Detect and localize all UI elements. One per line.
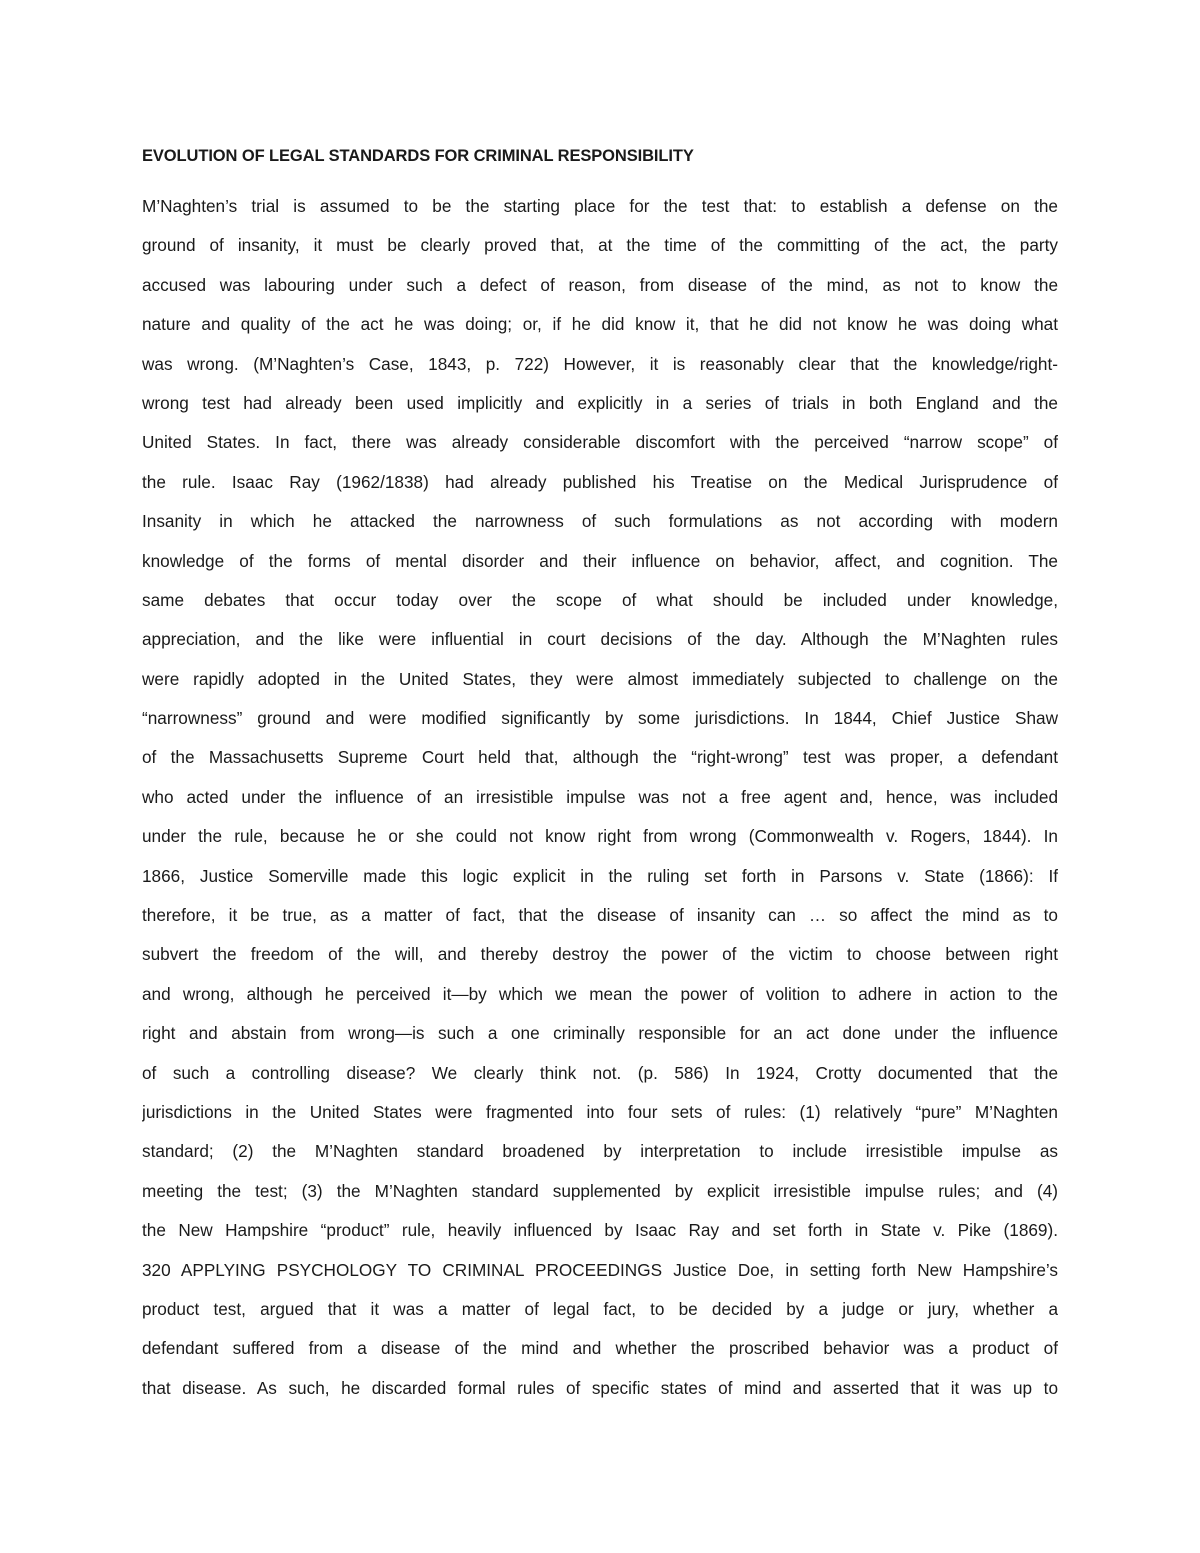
body-line: the New Hampshire “product” rule, heavily influenced by Isaac Ray and set forth in State v. Pike (1869). — [142, 1220, 1058, 1241]
body-line: product test, argued that it was a matter of legal fact, to be decided by a judge or jury, whether a — [142, 1298, 1058, 1319]
body-line: 1866, Justice Somerville made this logic explicit in the ruling set forth in Parsons v. State (1866): If — [142, 865, 1058, 886]
body-line: jurisdictions in the United States were fragmented into four sets of rules: (1) relatively “pure” M’Naghten — [142, 1101, 1058, 1122]
body-line: was wrong. (M’Naghten’s Case, 1843, p. 722) However, it is reasonably clear that the knowledge/right- — [142, 353, 1058, 374]
body-line: of the Massachusetts Supreme Court held that, although the “right-wrong” test was proper, a defendant — [142, 747, 1058, 768]
body-line: “narrowness” ground and were modified significantly by some jurisdictions. In 1844, Chief Justice Shaw — [142, 708, 1058, 729]
body-line: under the rule, because he or she could not know right from wrong (Commonwealth v. Rogers, 1844). In — [142, 826, 1058, 847]
body-line: accused was labouring under such a defect of reason, from disease of the mind, as not to know the — [142, 274, 1058, 295]
body-line: right and abstain from wrong—is such a one criminally responsible for an act done under the influence — [142, 1023, 1058, 1044]
body-line: the rule. Isaac Ray (1962/1838) had already published his Treatise on the Medical Jurisprudence of — [142, 471, 1058, 492]
body-line: subvert the freedom of the will, and thereby destroy the power of the victim to choose between right — [142, 944, 1058, 965]
body-line: defendant suffered from a disease of the mind and whether the proscribed behavior was a product of — [142, 1338, 1058, 1359]
body-line: knowledge of the forms of mental disorder and their influence on behavior, affect, and cognition. The — [142, 550, 1058, 571]
body-line: that disease. As such, he discarded formal rules of specific states of mind and asserted that it was up to — [142, 1377, 1058, 1398]
body-line: wrong test had already been used implicitly and explicitly in a series of trials in both England and the — [142, 392, 1058, 413]
document-title: EVOLUTION OF LEGAL STANDARDS FOR CRIMINAL RESPONSIBILITY — [142, 147, 694, 165]
body-line: United States. In fact, there was already considerable discomfort with the perceived “narrow scope” of — [142, 432, 1058, 453]
document-body — [142, 187, 1058, 1408]
body-line: and wrong, although he perceived it—by which we mean the power of volition to adhere in action to the — [142, 983, 1058, 1004]
body-line: appreciation, and the like were influential in court decisions of the day. Although the M’Naghten rules — [142, 629, 1058, 650]
body-line: who acted under the influence of an irresistible impulse was not a free agent and, hence, was included — [142, 786, 1058, 807]
body-line: same debates that occur today over the scope of what should be included under knowledge, — [142, 589, 1058, 610]
body-line: M’Naghten’s trial is assumed to be the starting place for the test that: to establish a defense on the — [142, 196, 1058, 216]
body-line: were rapidly adopted in the United States, they were almost immediately subjected to challenge on the — [142, 668, 1058, 689]
document-page — [142, 145, 1058, 1408]
body-line: nature and quality of the act he was doing; or, if he did know it, that he did not know he was doing what — [142, 314, 1058, 335]
body-line: 320 APPLYING PSYCHOLOGY TO CRIMINAL PROCEEDINGS Justice Doe, in setting forth New Hampshire’s — [142, 1259, 1058, 1280]
body-line: standard; (2) the M’Naghten standard broadened by interpretation to include irresistible impulse as — [142, 1141, 1058, 1162]
body-line: meeting the test; (3) the M’Naghten standard supplemented by explicit irresistible impulse rules; and (4) — [142, 1180, 1058, 1201]
body-line: therefore, it be true, as a matter of fact, that the disease of insanity can … so affect the mind as to — [142, 905, 1058, 926]
body-line: Insanity in which he attacked the narrowness of such formulations as not according with modern — [142, 511, 1058, 532]
body-line: ground of insanity, it must be clearly proved that, at the time of the committing of the act, the party — [142, 235, 1058, 256]
body-line: of such a controlling disease? We clearly think not. (p. 586) In 1924, Crotty documented that the — [142, 1062, 1058, 1083]
